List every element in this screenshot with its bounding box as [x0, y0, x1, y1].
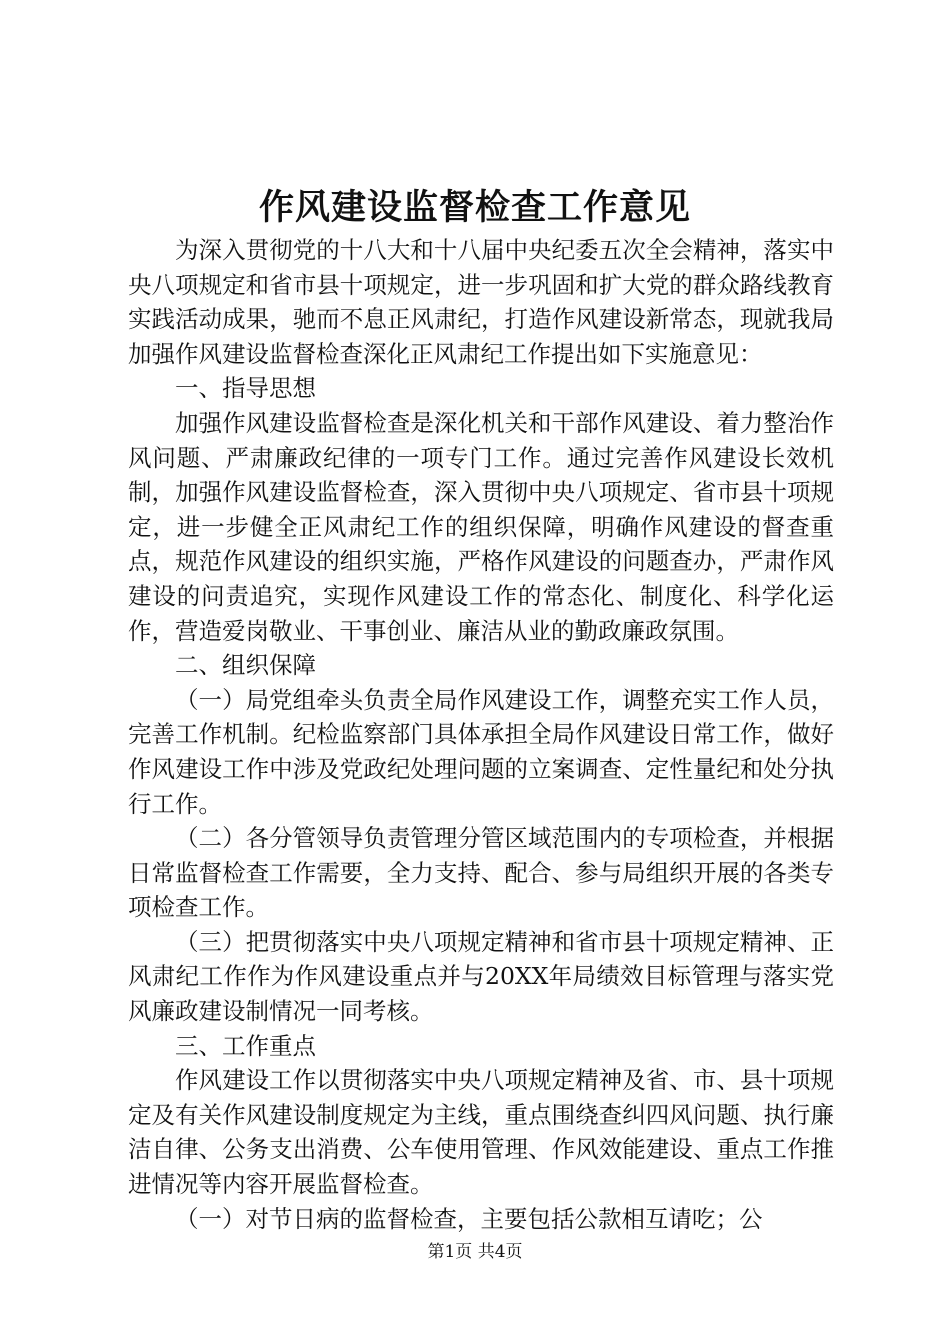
- section-heading-organization: 二、组织保障: [175, 651, 316, 680]
- paragraph-organization-3: （三）把贯彻落实中央八项规定精神和省市县十项规定精神、正风肃纪工作作为作风建设重点并与20XX年局绩效目标管理与落实党风廉政建设制情况一同考核。: [128, 927, 834, 1026]
- paragraph-guiding-ideology: 加强作风建设监督检查是深化机关和干部作风建设、着力整治作风问题、严肃廉政纪律的一项专门工作。通过完善作风建设长效机制，加强作风建设监督检查，深入贯彻中央八项规定、省市县十项规定，进一步健全正风肃纪工作的组织保障，明确作风建设的督查重点，规范作风建设的组织实施，严格作风建设的问题查办，严肃作风建设的问责追究，实现作风建设工作的常态化、制度化、科学化运作，营造爱岗敬业、干事创业、廉洁从业的勤政廉政氛围。: [128, 408, 834, 645]
- paragraph-organization-1: （一）局党组牵头负责全局作风建设工作，调整充实工作人员，完善工作机制。纪检监察部门具体承担全局作风建设日常工作，做好作风建设工作中涉及党政纪处理问题的立案调查、定性量纪和处分执行工作。: [128, 685, 834, 818]
- document-body: [128, 233, 834, 1236]
- document-title: 作风建设监督检查工作意见: [258, 187, 691, 228]
- paragraph-work-focus-1: （一）对节日病的监督检查，主要包括公款相互请吃；公: [175, 1204, 763, 1233]
- paragraph-intro: 为深入贯彻党的十八大和十八届中央纪委五次全会精神，落实中央八项规定和省市县十项规定，进一步巩固和扩大党的群众路线教育实践活动成果，驰而不息正风肃纪，打造作风建设新常态，现就我局加强作风建设监督检查深化正风肃纪工作提出如下实施意见：: [128, 236, 834, 368]
- section-heading-guiding-ideology: 一、指导思想: [175, 374, 316, 403]
- section-heading-work-focus: 三、工作重点: [175, 1031, 316, 1060]
- paragraph-work-focus: 作风建设工作以贯彻落实中央八项规定精神及省、市、县十项规定及有关作风建设制度规定为主线，重点围绕查纠四风问题、执行廉洁自律、公务支出消费、公车使用管理、作风效能建设、重点工作推进情况等内容开展监督检查。: [128, 1066, 834, 1199]
- page-footer: 第1页 共4页: [427, 1242, 523, 1262]
- paragraph-organization-2: （二）各分管领导负责管理分管区域范围内的专项检查，并根据日常监督检查工作需要，全力支持、配合、参与局组织开展的各类专项检查工作。: [128, 824, 834, 922]
